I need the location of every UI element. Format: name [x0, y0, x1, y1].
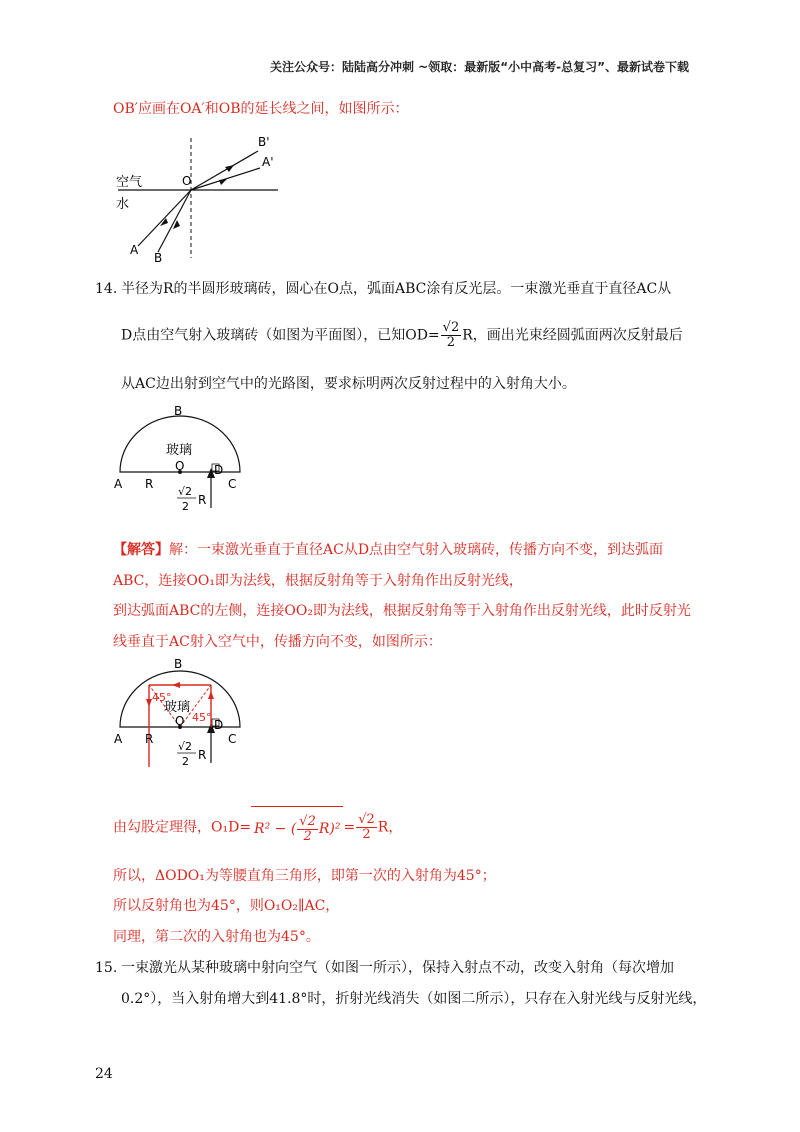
conclusion-line3: 同理，第二次的入射角也为45°。	[113, 929, 320, 945]
calc-r2: R² − (	[254, 821, 297, 837]
label-air: 空气	[116, 175, 143, 190]
answer-line2: ABC，连接OO₁即为法线，根据反射角等于入射角作出反射光线，	[113, 573, 523, 589]
ray-across-arrow	[172, 682, 180, 688]
page-header: 关注公众号：陆陆高分冲刺 ~领取：最新版“小中高考-总复习”、最新试卷下载	[270, 60, 689, 74]
label-den: 2	[182, 755, 189, 768]
label-rr: R	[198, 748, 207, 762]
label-angle2: 45°	[192, 711, 212, 724]
answer-line3: 到达弧面ABC的左侧，连接OO₂即为法线，根据反射角等于入射角作出反射光线，此时反射光	[113, 603, 691, 619]
q15-line2: 0.2°），当入射角增大到41.8°时，折射光线消失（如图二所示），只存在入射光线与反射光线，	[121, 991, 707, 1007]
label-r: R	[145, 477, 154, 491]
label-angle1: 45°	[152, 691, 172, 704]
q14-number: 14.	[95, 281, 118, 297]
answer-line1	[113, 540, 663, 560]
label-rr: R	[198, 493, 207, 507]
od-fraction: $\frac{√2}{2}$	[442, 320, 460, 350]
label-sqrt2: √2	[178, 740, 193, 753]
label-c: C	[228, 477, 237, 491]
conclusion-line1: 所以，ΔODO₁为等腰直角三角形，即第一次的入射角为45°；	[113, 868, 496, 884]
q15-number: 15.	[95, 960, 118, 976]
q14-line3: 从AC边出射到空气中的光路图，要求标明两次反射过程中的入射角大小。	[121, 376, 576, 392]
page-number: 24	[95, 1066, 113, 1082]
ray-b	[158, 190, 191, 252]
label-b-prime: B'	[258, 135, 270, 149]
label-b: B	[174, 657, 183, 671]
label-sqrt2: √2	[178, 485, 193, 498]
arrow-a-prime	[219, 179, 227, 185]
q14-line2-a: D点由空气射入玻璃砖（如图为平面图），已知OD=	[121, 327, 440, 344]
ray-b-prime	[191, 151, 258, 190]
label-den: 2	[182, 500, 189, 513]
calc-prefix: 由勾股定理得，O₁D=	[113, 819, 252, 836]
refraction-figure	[108, 128, 298, 264]
label-d: D	[214, 463, 224, 477]
label-glass: 玻璃	[164, 700, 191, 715]
q14-line1: 半径为R的半圆形玻璃砖，圆心在O点，弧面ABC涂有反光层。一束激光垂直于直径AC从	[121, 281, 672, 297]
label-a: A	[114, 477, 123, 491]
answer-figure	[112, 655, 252, 771]
ray-a-prime	[191, 168, 260, 190]
label-a: A	[130, 243, 139, 257]
calc-line	[113, 806, 402, 846]
ray-a	[138, 190, 191, 246]
answer-text1: 解：一束激光垂直于直径AC从D点由空气射入玻璃砖，传播方向不变，到达弧面	[169, 542, 664, 558]
label-r: R	[145, 732, 154, 746]
calc-sqrt	[251, 806, 343, 849]
semicircle-figure	[112, 402, 252, 516]
q15-line1: 一束激光从某种玻璃中射向空气（如图一所示），保持入射点不动，改变入射角（每次增加	[121, 960, 674, 976]
calc-suffix: R，	[377, 819, 403, 836]
label-c: C	[228, 732, 237, 746]
label-a-prime: A'	[262, 155, 274, 169]
label-o: O	[175, 459, 185, 473]
label-o: O	[182, 174, 192, 188]
answer-tag: 【解答】	[113, 542, 169, 558]
q14-line2-b: R，画出光束经圆弧面两次反射最后	[462, 327, 683, 344]
label-glass: 玻璃	[166, 443, 193, 458]
calc-result-fraction: $\frac{√2}{2}$	[358, 812, 375, 842]
q14-line2	[121, 321, 683, 350]
label-o: O	[175, 714, 185, 728]
q13-answer-text: OB′应画在OA′和OB的延长线之间，如图所示：	[113, 101, 409, 117]
answer-line4: 线垂直于AC射入空气中，传播方向不变，如图所示：	[113, 634, 442, 650]
label-b: B	[154, 251, 163, 264]
label-water: 水	[116, 197, 130, 212]
label-a: A	[114, 732, 123, 746]
calc-inner-fraction: $\frac{√2}{2}$	[299, 813, 316, 844]
arrow-b-prime	[225, 165, 234, 172]
calc-rpart: R)²	[318, 821, 341, 837]
label-b: B	[174, 404, 183, 418]
ray-up-arrow	[208, 691, 214, 699]
conclusion-line2: 所以反射角也为45°，则O₁O₂∥AC，	[113, 898, 340, 914]
label-d: D	[214, 718, 224, 732]
calc-eq: =	[343, 819, 356, 836]
